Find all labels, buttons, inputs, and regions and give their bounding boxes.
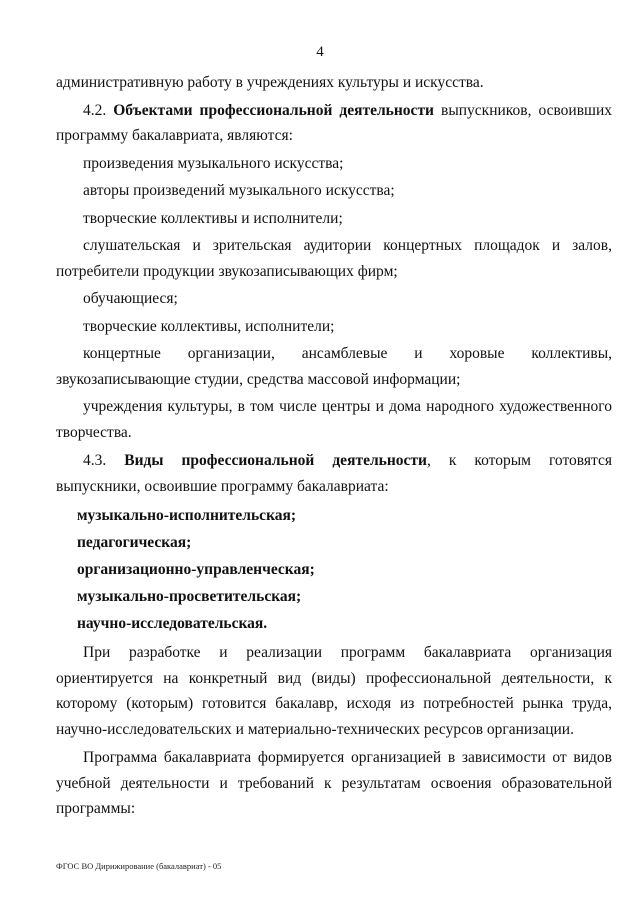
activity-type: педагогическая; (77, 534, 192, 551)
paragraph-orientation: При разработке и реализации программ бакалавриата организация ориентируется на конкретный вид (виды) профессиональной деятельности, к которому (которым) готовится бакалавр, исходя из потребностей рынка труда, научно-исследовательских и материально-технических ресурсов организации. (56, 644, 612, 738)
list-item: творческие коллективы и исполнители; (83, 209, 343, 227)
list-item: творческие коллективы, исполнители; (83, 317, 335, 335)
list-item: слушательская и зрительская аудитории концертных площадок и залов, потребители продукции звукозаписывающих фирм; (56, 237, 612, 280)
document-body (56, 70, 612, 822)
document-footer: ФГОС ВО Дирижирование (бакалавриат) - 05 (56, 861, 222, 871)
section-text: выпускников, освоивших программу бакалавриата, являются: (56, 101, 613, 144)
list-item: авторы произведений музыкального искусства; (83, 182, 395, 199)
section-text: , к которым готовятся выпускники, освоившие программу бакалавриата: (56, 452, 613, 495)
activity-type: научно-исследовательская. (77, 615, 268, 632)
list-item: обучающиеся; (83, 290, 178, 307)
section-number: 4.2. (83, 101, 107, 119)
list-item: произведения музыкального искусства; (83, 154, 344, 172)
section-heading-bold: Виды профессиональной деятельности (124, 452, 427, 469)
list-item: учреждения культуры, в том числе центры и дома народного художественного творчества. (56, 398, 612, 441)
paragraph-continuation: административную работу в учреждениях культуры и искусства. (56, 74, 484, 91)
activity-type: музыкально-исполнительская; (77, 507, 297, 524)
section-number: 4.3. (83, 452, 107, 469)
activity-type: организационно-управленческая; (77, 561, 315, 578)
paragraph-program-formation: Программа бакалавриата формируется организацией в зависимости от видов учебной деятельности и требований к результатам освоения образовательной программы: (56, 749, 612, 817)
section-4-2 (56, 98, 612, 149)
page-number: 4 (316, 44, 324, 60)
activity-type: музыкально-просветительская; (77, 588, 302, 605)
list-item: концертные организации, ансамблевые и хоровые коллективы, звукозаписывающие студии, средства массовой информации; (56, 345, 612, 388)
section-heading-bold: Объектами профессиональной деятельности (113, 101, 434, 119)
section-4-3 (56, 448, 612, 499)
